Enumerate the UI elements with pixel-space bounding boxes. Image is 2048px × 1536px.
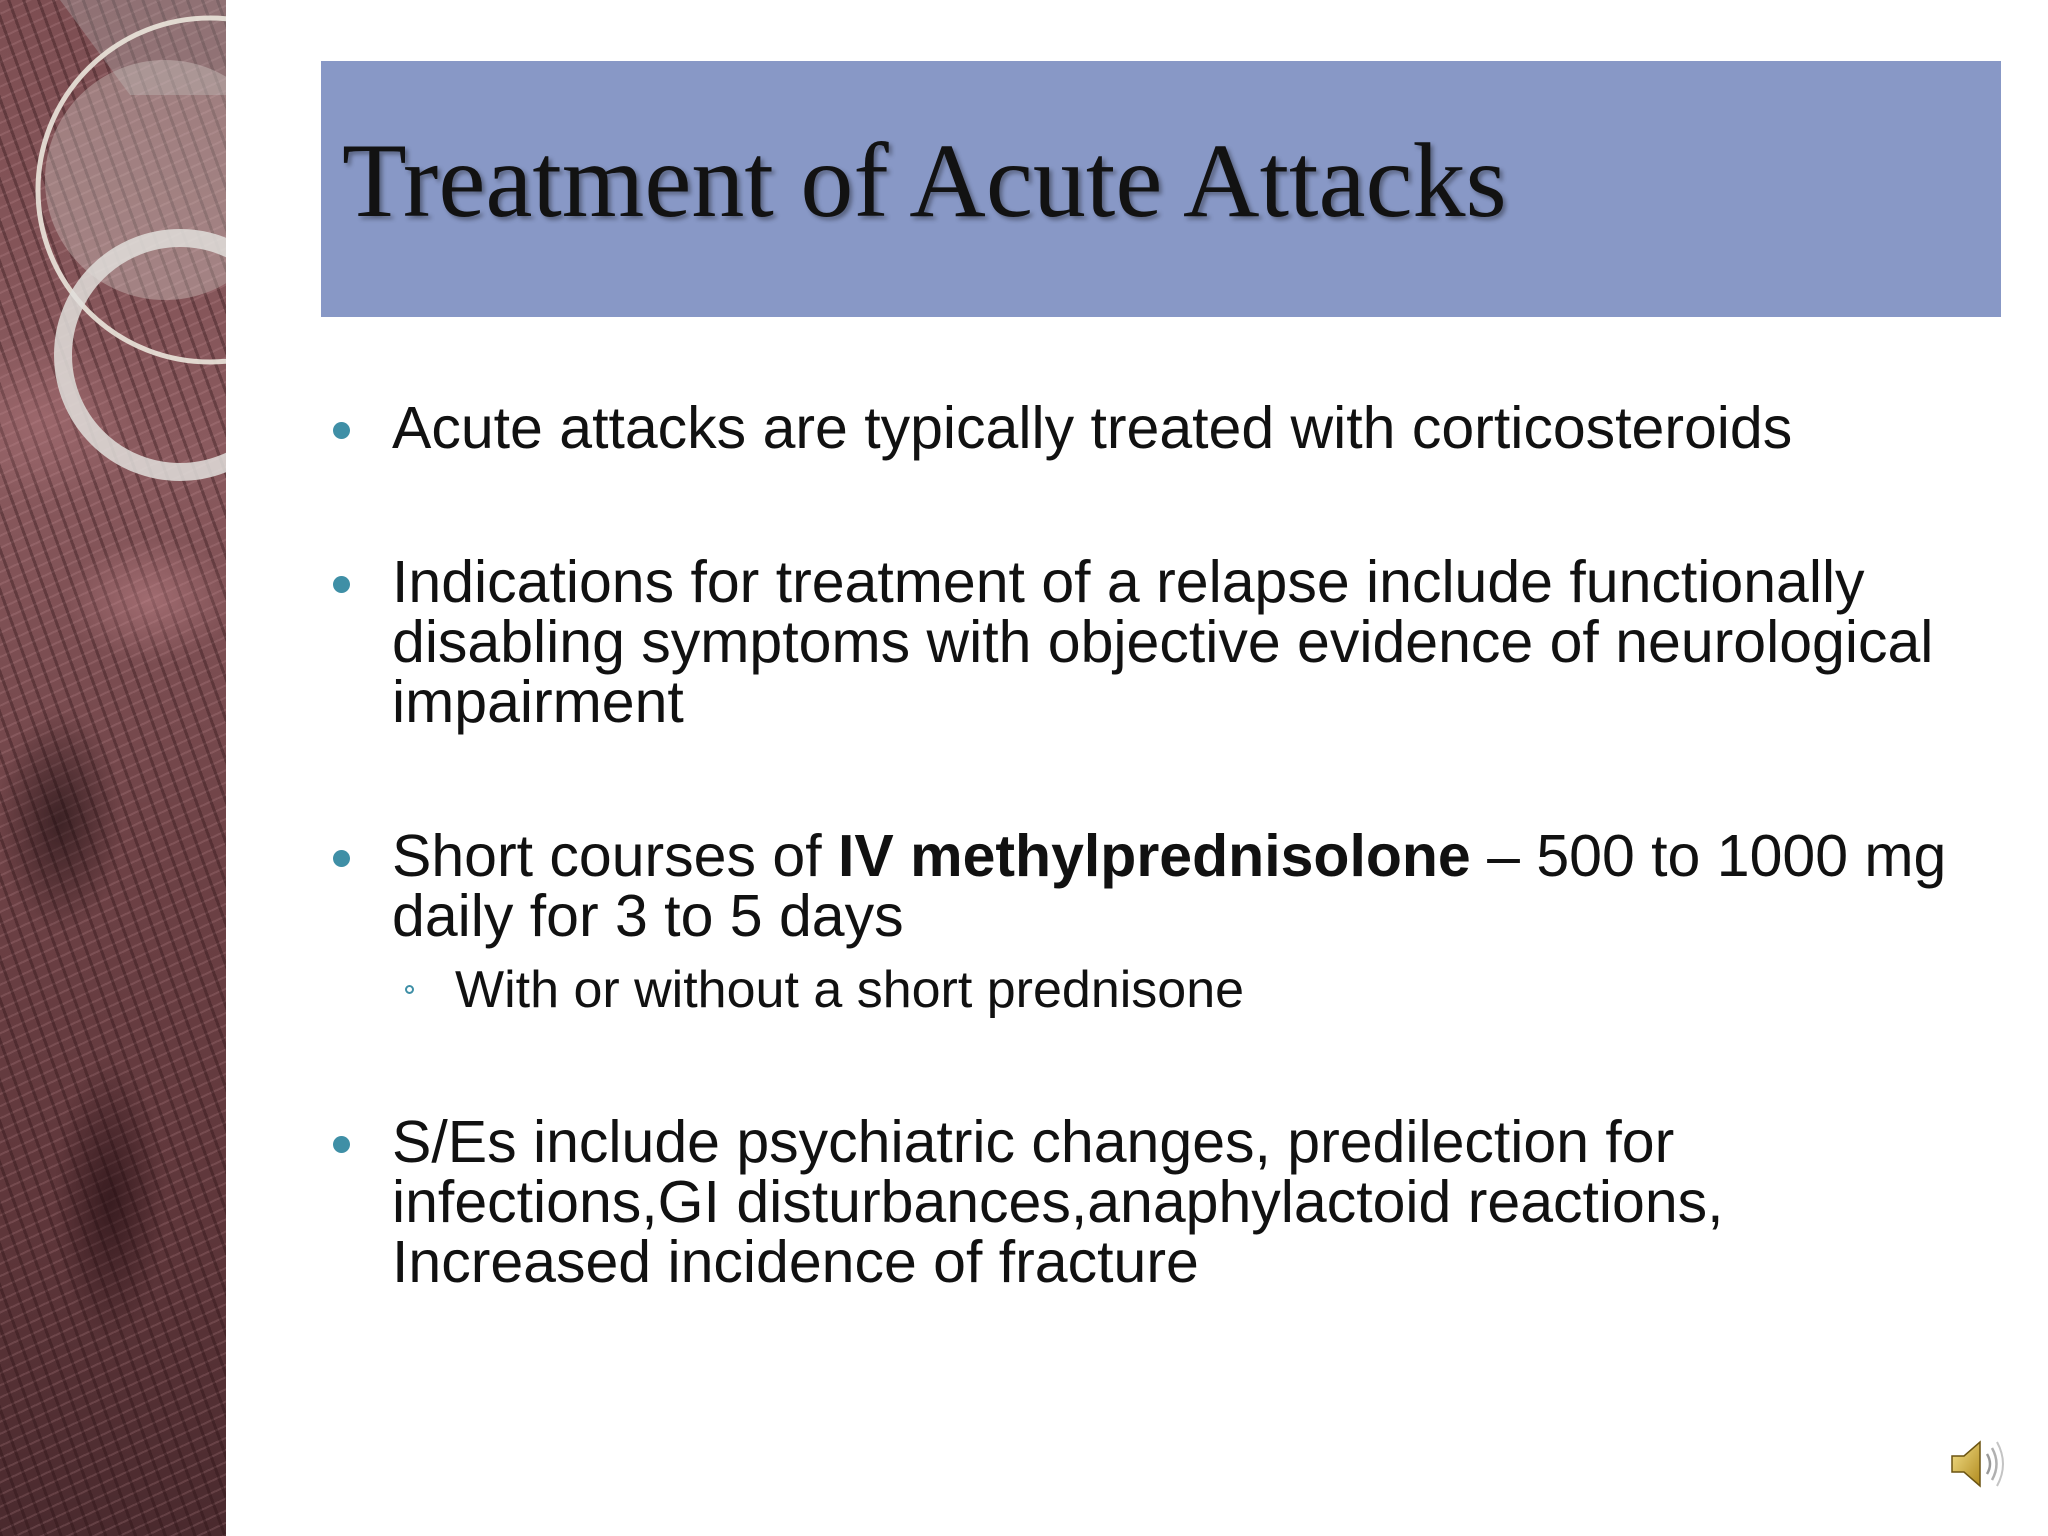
sub-bullet-text: With or without a short prednisone <box>455 961 1245 1019</box>
bullet-icon <box>333 422 350 439</box>
bullet-text: Indications for treatment of a relapse include functionally disabling symptoms with objective evidence of neurological impairment <box>392 549 1934 735</box>
sub-bullet-icon <box>405 985 414 994</box>
speaker-icon[interactable] <box>1948 1434 2008 1494</box>
bullet-item <box>392 549 1952 735</box>
slide-title: Treatment of Acute Attacks <box>342 122 1507 239</box>
bullet-item <box>392 395 1952 461</box>
bullet-item <box>392 823 1952 949</box>
bullet-text-before: Short courses of <box>392 823 838 889</box>
bullet-text-after: – 500 to 1000 mg daily for 3 to 5 days <box>392 823 1947 949</box>
bullet-text: Acute attacks are typically treated with corticosteroids <box>392 395 1793 461</box>
sub-bullet-item <box>455 960 1244 1020</box>
bullet-item <box>392 1109 1952 1295</box>
bullet-icon <box>333 850 350 867</box>
drug-name-bold: IV methylprednisolone <box>838 823 1471 889</box>
bullet-text: S/Es include psychiatric changes, predilection for infections,GI disturbances,anaphylactoid reactions, Increased incidence of fracture <box>392 1109 1724 1295</box>
bullet-icon <box>333 1136 350 1153</box>
bullet-icon <box>333 576 350 593</box>
